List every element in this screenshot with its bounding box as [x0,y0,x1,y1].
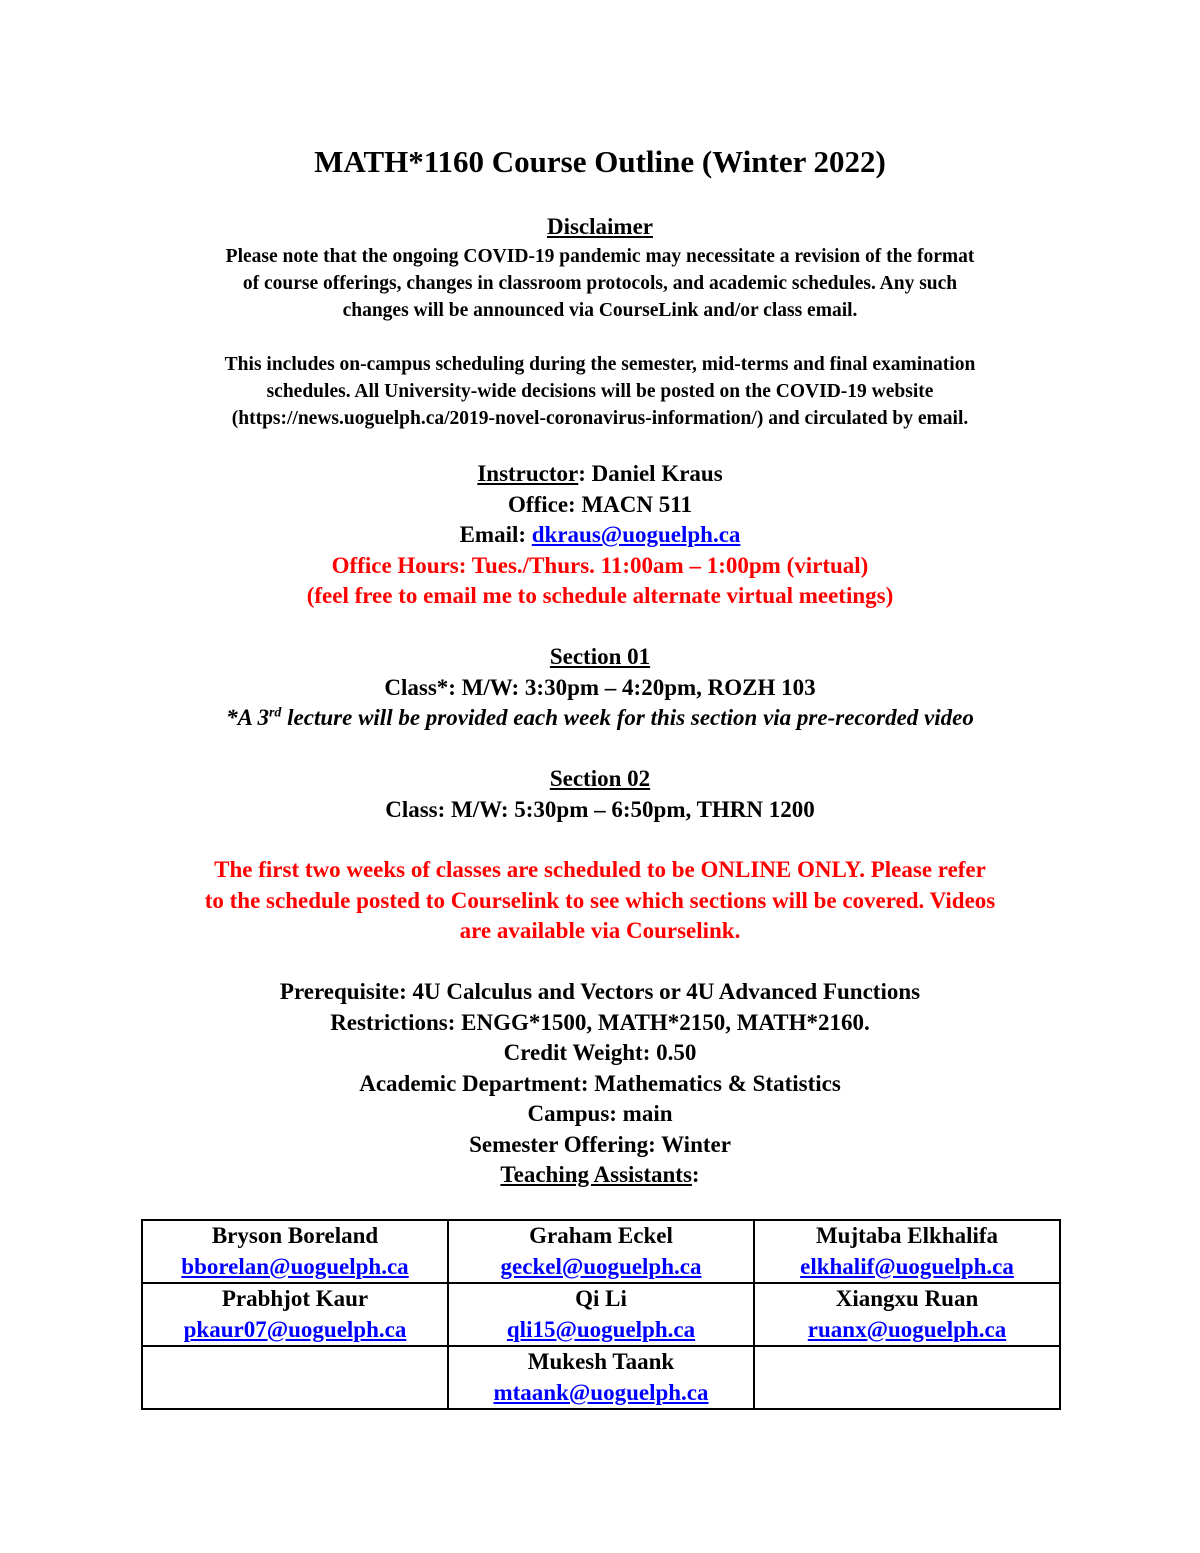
teaching-assistants-colon: : [691,1162,700,1187]
disclaimer-line: Please note that the ongoing COVID-19 pandemic may necessitate a revision of the format [225,246,975,267]
instructor-office: Office: MACN 511 [508,491,692,517]
ta-email-link[interactable]: elkhalif@uoguelph.ca [800,1253,1014,1279]
campus: Campus: main [527,1101,673,1126]
instructor-email-link[interactable]: dkraus@uoguelph.ca [531,522,741,547]
academic-department: Academic Department: Mathematics & Statistics [359,1070,841,1096]
ta-cell [448,1220,754,1283]
ta-name: Bryson Boreland [211,1223,379,1248]
online-notice-line: are available via Courselink. [459,918,741,943]
ta-cell [142,1220,448,1283]
ta-email-link[interactable]: mtaank@uoguelph.ca [493,1379,709,1405]
ta-name: Mukesh Taank [527,1349,675,1374]
section-01-note [0,703,1200,734]
section-01-note-sup: rd [268,705,282,721]
teaching-assistants-heading-line [0,1160,1200,1191]
section-01-heading: Section 01 [549,644,651,669]
online-notice [0,855,1200,947]
disclaimer-paragraph-1 [0,243,1200,324]
disclaimer-line: (https://news.uoguelph.ca/2019-novel-coronavirus-information/) and circulated by email. [231,408,969,429]
teaching-assistants-heading: Teaching Assistants [500,1162,692,1187]
table-row [142,1346,1060,1409]
instructor-line [0,459,1200,490]
online-notice-line: The first two weeks of classes are scheduled to be ONLINE ONLY. Please refer [214,857,986,882]
instructor-email-label: Email: [459,522,532,547]
restrictions: Restrictions: ENGG*1500, MATH*2150, MATH*2160. [330,1009,870,1035]
page-title: MATH*1160 Course Outline (Winter 2022) [314,144,886,179]
ta-email-link[interactable]: bborelan@uoguelph.ca [181,1253,409,1279]
section-01-class: Class*: M/W: 3:30pm – 4:20pm, ROZH 103 [384,674,816,700]
ta-name: Graham Eckel [529,1223,673,1248]
section-01-block [0,642,1200,734]
section-02-class: Class: M/W: 5:30pm – 6:50pm, THRN 1200 [385,796,815,822]
ta-name: Qi Li [575,1286,627,1311]
prerequisite: Prerequisite: 4U Calculus and Vectors or 4U Advanced Functions [279,979,921,1004]
office-hours-note: (feel free to email me to schedule alternate virtual meetings) [306,583,894,608]
course-info [0,977,1200,1191]
table-row [142,1283,1060,1346]
ta-name: Xiangxu Ruan [835,1286,979,1311]
ta-cell [142,1283,448,1346]
section-01-note-prefix: *A 3 [226,705,269,730]
instructor-block [0,459,1200,612]
ta-cell [448,1346,754,1409]
ta-email-link[interactable]: pkaur07@uoguelph.ca [183,1316,407,1342]
ta-name: Prabhjot Kaur [221,1286,369,1311]
disclaimer-line: of course offerings, changes in classroom protocols, and academic schedules. Any such [242,273,958,294]
office-hours: Office Hours: Tues./Thurs. 11:00am – 1:00pm (virtual) [331,552,869,578]
online-notice-line: to the schedule posted to Courselink to see which sections will be covered. Videos [204,887,996,913]
instructor-label: Instructor [477,461,579,486]
ta-cell-empty [754,1346,1060,1409]
section-02-block [0,764,1200,825]
disclaimer-line: changes will be announced via CourseLink and/or class email. [342,300,858,321]
ta-email-link[interactable]: geckel@uoguelph.ca [500,1253,702,1279]
table-row [142,1220,1060,1283]
section-02-heading: Section 02 [549,766,651,791]
instructor-name: : Daniel Kraus [578,461,723,486]
teaching-assistants-table [141,1219,1061,1410]
disclaimer-heading: Disclaimer [546,214,653,239]
ta-email-link[interactable]: qli15@uoguelph.ca [506,1316,696,1342]
ta-email-link[interactable]: ruanx@uoguelph.ca [807,1316,1007,1342]
ta-name: Mujtaba Elkhalifa [815,1223,999,1248]
credit-weight: Credit Weight: 0.50 [503,1040,697,1065]
ta-cell [448,1283,754,1346]
disclaimer-paragraph-2 [0,351,1200,432]
instructor-email-line [0,520,1200,551]
ta-cell [754,1220,1060,1283]
semester-offering: Semester Offering: Winter [469,1131,731,1157]
section-01-note-suffix: lecture will be provided each week for this section via pre-recorded video [281,705,974,730]
disclaimer-line: schedules. All University-wide decisions will be posted on the COVID-19 website [266,381,934,402]
ta-cell-empty [142,1346,448,1409]
ta-cell [754,1283,1060,1346]
disclaimer-line: This includes on-campus scheduling during the semester, mid-terms and final examination [224,354,976,375]
